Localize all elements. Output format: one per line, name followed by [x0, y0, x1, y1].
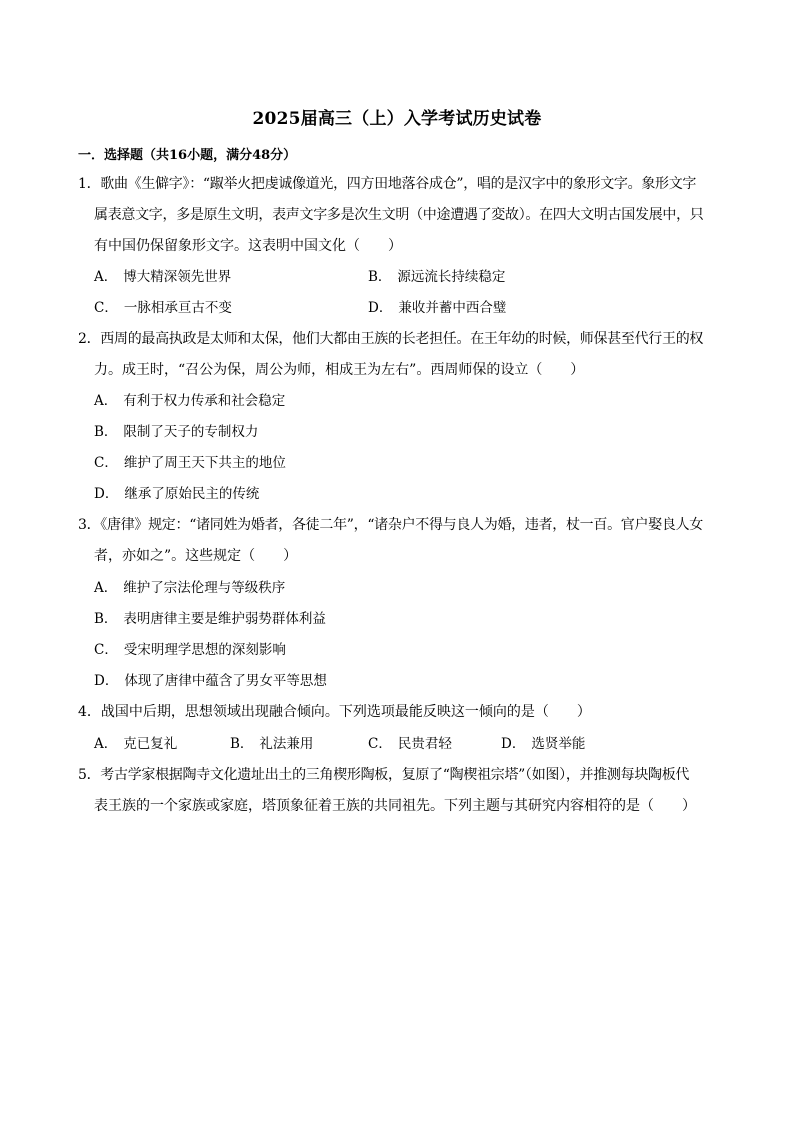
option-label: B．	[368, 269, 392, 285]
question-2-option-b	[94, 423, 258, 441]
option-label: C．	[94, 300, 118, 316]
option-label: A．	[94, 269, 118, 285]
question-3-option-c	[94, 641, 286, 659]
question-3-line-1: 3．《唐律》规定：“诸同姓为婚者，各徒二年”，“诸杂户不得与良人为婚，违者，杖一百。官户娶良人女	[78, 517, 703, 533]
option-label: D．	[94, 486, 119, 502]
option-text: 限制了天子的专制权力	[123, 424, 259, 440]
option-label: C．	[94, 455, 118, 471]
option-label: A．	[94, 393, 118, 409]
option-label: D．	[94, 673, 119, 689]
question-1-option-a	[94, 268, 231, 286]
exam-title: 2025届高三（上）入学考试历史试卷	[252, 109, 542, 129]
option-text: 克已复礼	[123, 736, 178, 752]
option-text: 源远流长持续稳定	[397, 269, 506, 285]
option-label: A．	[94, 580, 118, 596]
question-3-option-a	[94, 579, 285, 597]
question-2-line-2: 力。成王时，“召公为保，周公为师，相成王为左右”。西周师保的设立（ ）	[94, 362, 585, 378]
question-4-option-b	[230, 735, 313, 753]
option-text: 一脉相承亘古不变	[123, 300, 232, 316]
question-5-line-1: 5．考古学家根据陶寺文化遗址出土的三角楔形陶板，复原了“陶楔祖宗塔”（如图），并推测每块陶板代	[78, 767, 690, 783]
question-1-option-b	[368, 268, 505, 286]
option-label: B．	[94, 424, 118, 440]
option-text: 继承了原始民主的传统	[124, 486, 260, 502]
question-1-option-d	[368, 299, 506, 317]
question-3-option-b	[94, 610, 326, 628]
question-1-line-2: 属表意文字，多是原生文明，表声文字多是次生文明（中途遭遇了変故）。在四大文明古国发展中，只	[94, 207, 704, 223]
question-2-option-a	[94, 392, 285, 410]
question-2-line-1: 2．西周的最高执政是太师和太保，他们大都由王族的长老担任。在王年幼的时候，师保甚至代行王的权	[78, 331, 704, 347]
option-label: B．	[94, 611, 118, 627]
option-text: 博大精深领先世界	[123, 269, 232, 285]
question-3-line-2: 者，亦如之”。这些规定（ ）	[94, 548, 298, 564]
question-2-option-c	[94, 454, 286, 472]
section-heading: 一．选择题（共16小题，满分48分）	[78, 148, 297, 163]
question-1-option-c	[94, 299, 232, 317]
option-text: 维护了宗法伦理与等级秩序	[123, 580, 286, 596]
option-label: A．	[94, 736, 118, 752]
option-text: 维护了周王天下共主的地位	[123, 455, 286, 471]
option-text: 选贤举能	[531, 736, 586, 752]
option-label: C．	[368, 736, 392, 752]
question-1-line-3: 有中国仍保留象形文字。这表明中国文化（ ）	[94, 238, 402, 254]
question-4-option-c	[368, 735, 452, 753]
question-2-option-d	[94, 485, 259, 503]
option-label: D．	[501, 736, 526, 752]
option-text: 体现了唐律中蕴含了男女平等思想	[124, 673, 327, 689]
question-5-line-2: 表王族的一个家族或家庭，塔顶象征着王族的共同祖先。下列主题与其研究内容相符的是（ ）	[94, 798, 696, 814]
option-label: C．	[94, 642, 118, 658]
option-text: 表明唐律主要是维护弱势群体利益	[123, 611, 326, 627]
option-label: B．	[230, 736, 254, 752]
question-4-option-d	[501, 735, 585, 753]
option-text: 兼收并蓄中西合璧	[398, 300, 507, 316]
option-text: 受宋明理学思想的深刻影响	[123, 642, 286, 658]
question-4-option-a	[94, 735, 177, 753]
option-text: 民贵君轻	[397, 736, 452, 752]
question-3-option-d	[94, 672, 327, 690]
option-text: 有利于权力传承和社会稳定	[123, 393, 286, 409]
question-4-line-1: 4．战国中后期，思想领域出现融合倾向。下列选项最能反映这一倾向的是（ ）	[78, 704, 591, 720]
question-1-line-1: 1．歌曲《生僻字》：“踧举火把虔诚像道光，四方田地落谷成仓”，唱的是汉字中的象形文字。象形文字	[78, 176, 697, 192]
option-text: 礼法兼用	[259, 736, 314, 752]
option-label: D．	[368, 300, 393, 316]
